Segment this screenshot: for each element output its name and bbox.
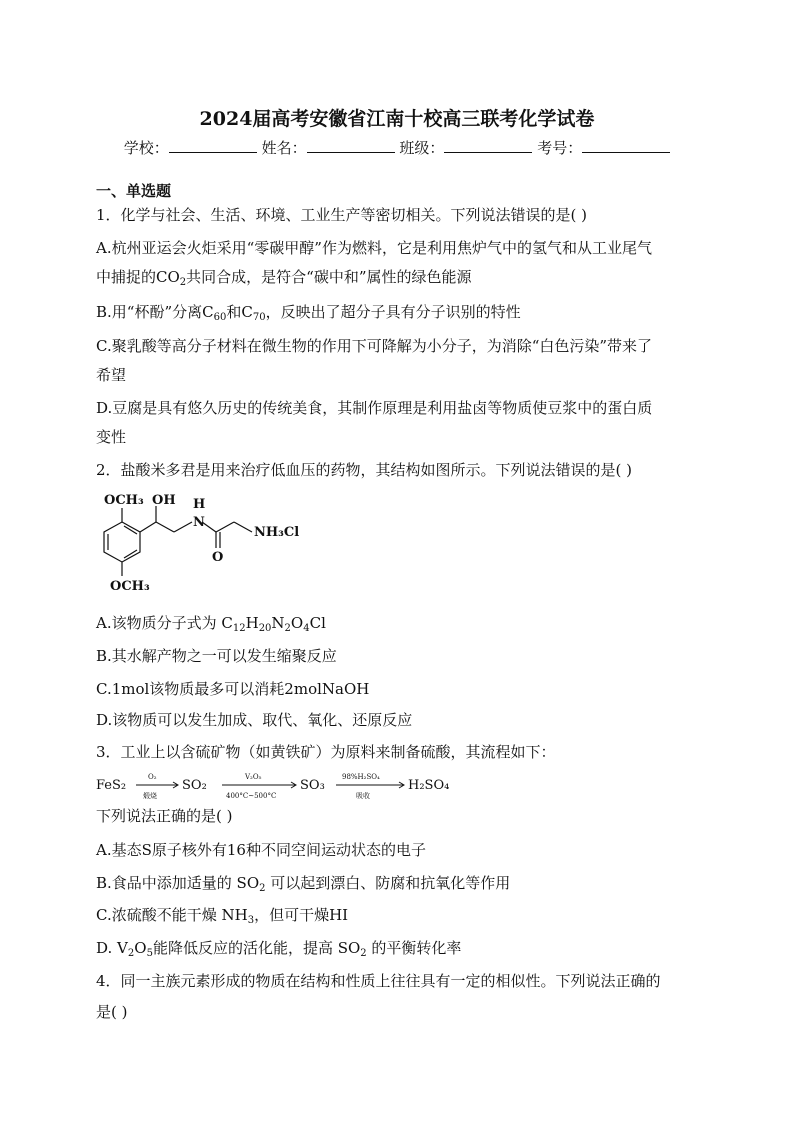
scheme-cond1-bottom: 煅烧 xyxy=(143,792,157,800)
q3-option-a: A.基态S原子核外有16种不同空间运动状态的电子 xyxy=(96,841,426,859)
school-blank xyxy=(169,138,257,153)
struct-n: N xyxy=(193,515,205,530)
q3-stem: 3．工业上以含硫矿物（如黄铁矿）为原料来制备硫酸，其流程如下： xyxy=(96,743,556,761)
q2-stem: 2．盐酸米多君是用来治疗低血压的药物，其结构如图所示。下列说法错误的是( ) xyxy=(96,461,633,479)
school-label: 学校： xyxy=(123,139,169,157)
struct-nh3cl: NH₃Cl xyxy=(254,525,300,540)
q4-stem-line1: 4．同一主族元素形成的物质在结构和性质上往往具有一定的相似性。下列说法正确的 xyxy=(96,972,661,990)
sulfuric-acid-process-scheme xyxy=(96,770,476,800)
q1-option-c-line1: C.聚乳酸等高分子材料在微生物的作用下可降解为小分子，为消除“白色污染”带来了 xyxy=(96,337,653,355)
name-blank xyxy=(307,138,395,153)
name-label: 姓名： xyxy=(261,139,307,157)
class-blank xyxy=(444,138,532,153)
student-info-line xyxy=(0,137,794,158)
q3-option-c: C.浓硫酸不能干燥 $NH_3$，但可干燥HI xyxy=(96,906,349,926)
midodrine-structure-diagram xyxy=(96,488,326,600)
scheme-cond3-top: 98%H₂SO₄ xyxy=(342,773,380,781)
q2-option-c: C.1mol该物质最多可以消耗2molNaOH xyxy=(96,680,370,698)
exam-title: 2024届高考安徽省江南十校高三联考化学试卷 xyxy=(199,108,595,130)
class-label: 班级： xyxy=(399,139,445,157)
q1-option-b: B.用“杯酚”分离$C_{60}$和$C_{70}$，反映出了超分子具有分子识别的特性 xyxy=(96,303,521,323)
scheme-so2: SO₂ xyxy=(182,778,207,793)
q1-option-d-line1: D.豆腐是具有悠久历史的传统美食，其制作原理是利用盐卤等物质使豆浆中的蛋白质 xyxy=(96,399,653,417)
scheme-cond2-bottom: 400°C~500°C xyxy=(226,792,277,800)
number-label: 考号： xyxy=(537,139,583,157)
scheme-fes2: FeS₂ xyxy=(96,778,127,793)
q2-option-a: A.该物质分子式为 $C_{12}H_{20}N_2O_4Cl$ xyxy=(96,614,326,634)
q1-option-a-line1: A.杭州亚运会火炬采用“零碳甲醇”作为燃料，它是利用焦炉气中的氢气和从工业尾气 xyxy=(96,239,652,257)
scheme-so3: SO₃ xyxy=(300,778,325,793)
struct-h: H xyxy=(193,497,206,512)
q1-option-a-line2: 中捕捉的$CO_2$共同合成，是符合“碳中和”属性的绿色能源 xyxy=(96,268,472,288)
struct-oh: OH xyxy=(152,493,176,508)
section-heading: 一、单选题 xyxy=(96,182,172,200)
q3-ask: 下列说法正确的是( ) xyxy=(96,807,233,825)
q2-option-d: D.该物质可以发生加成、取代、氧化、还原反应 xyxy=(96,711,413,729)
number-blank xyxy=(582,138,670,153)
q1-stem: 1．化学与社会、生活、环境、工业生产等密切相关。下列说法错误的是( ) xyxy=(96,206,588,224)
q1-option-d-line2: 变性 xyxy=(96,428,127,446)
struct-och3-top: OCH₃ xyxy=(104,493,144,508)
struct-o: O xyxy=(212,550,224,565)
q1-option-c-line2: 希望 xyxy=(96,366,127,384)
scheme-cond3-bottom: 吸收 xyxy=(356,792,370,800)
q3-option-d: D. $V_2O_5$能降低反应的活化能，提高 $SO_2$ 的平衡转化率 xyxy=(96,939,462,959)
scheme-h2so4: H₂SO₄ xyxy=(408,778,450,793)
q2-option-b: B.其水解产物之一可以发生缩聚反应 xyxy=(96,647,337,665)
q4-stem-line2: 是( ) xyxy=(96,1003,128,1021)
q3-option-b: B.食品中添加适量的 $SO_2$ 可以起到漂白、防腐和抗氧化等作用 xyxy=(96,874,511,894)
scheme-cond1-top: O₂ xyxy=(148,773,157,781)
scheme-cond2-top: V₂O₅ xyxy=(245,773,262,781)
struct-och3-bottom: OCH₃ xyxy=(110,579,150,594)
